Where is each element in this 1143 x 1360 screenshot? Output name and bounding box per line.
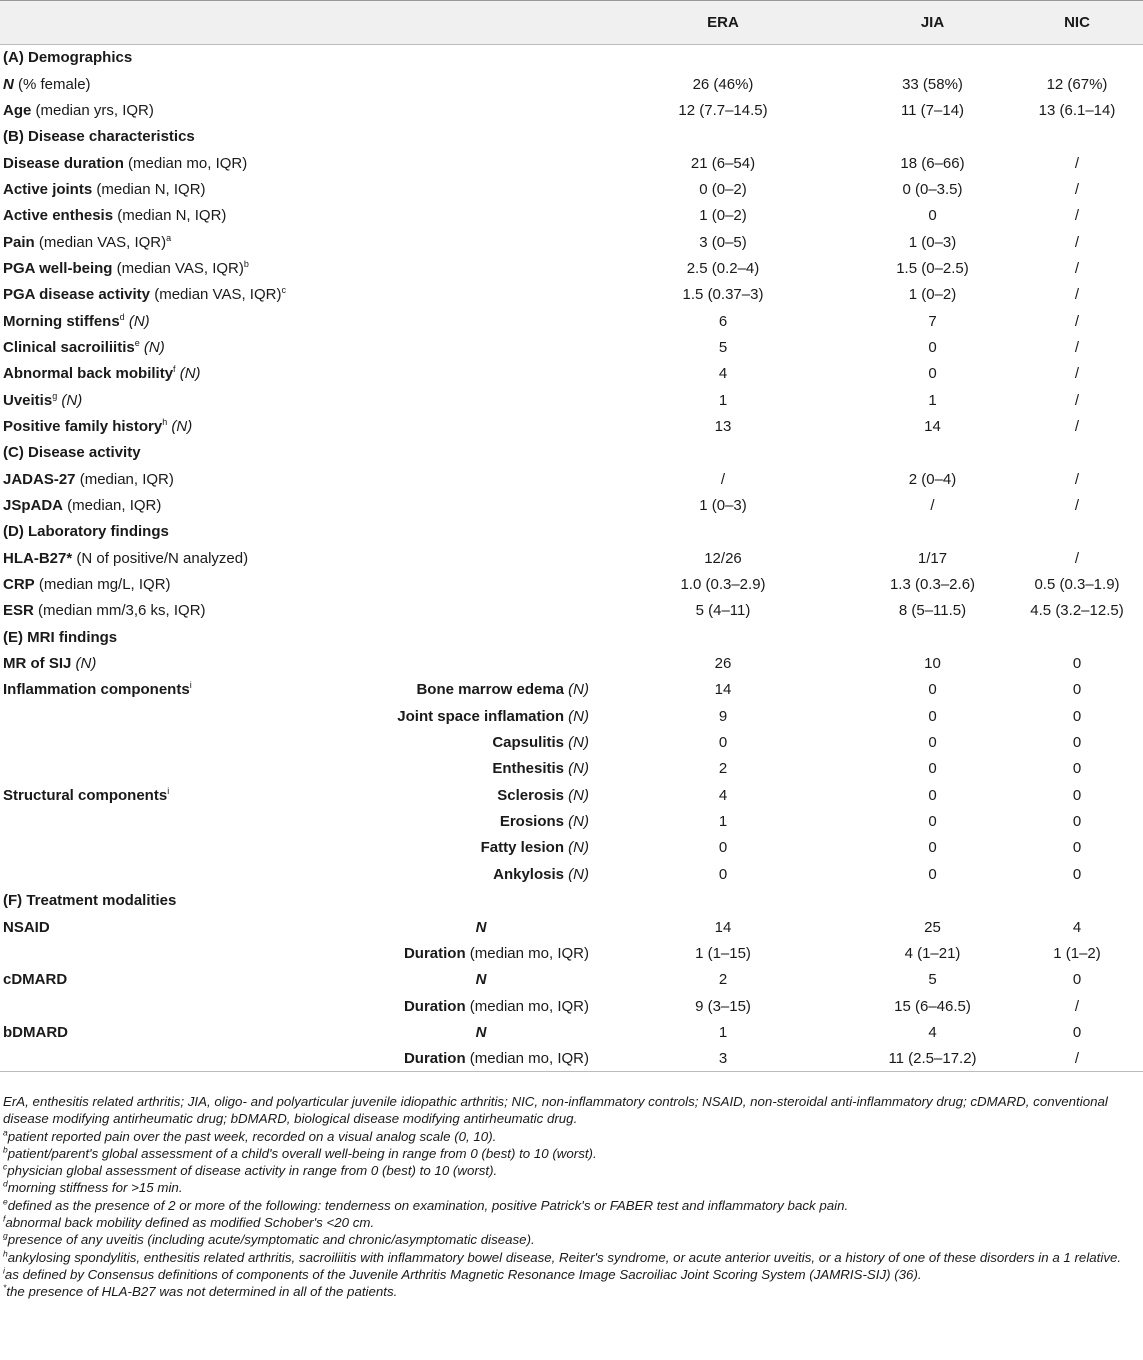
row-label: Morning stiffens$^d$ (N) [3,311,150,330]
row-label: ESR (median mm/3,6 ks, IQR) [3,602,206,620]
section-mri-findings [0,624,1143,650]
cell-nic: / [1074,365,1080,383]
table-row [0,97,1143,123]
cell-jia: 0 [928,365,937,383]
cell-nic: / [1074,470,1080,488]
row-label: Inflammation components$^i$ [3,680,192,699]
sub-label: Enthesitis (N) [492,760,589,778]
table-row [0,71,1143,97]
cell-nic: / [1074,154,1080,172]
table-row [0,229,1143,255]
row-label: Abnormal back mobility$^f$ (N) [3,364,201,383]
sub-label: Duration (median mo, IQR) [403,997,589,1015]
sub-label: Capsulitis (N) [492,734,589,752]
table-row [0,914,1143,940]
table-row [0,545,1143,571]
table-row [0,808,1143,834]
table-row [0,677,1143,703]
empty-cell [0,729,370,755]
row-label: N (% female) [3,75,91,93]
footnote-c: $^c$physician global assessment of disease activity in range from 0 (best) to 10 (worst). [3,1161,498,1179]
sub-label: Duration (median mo, IQR) [403,944,589,962]
cell-jia: 11 (7–14) [900,101,965,119]
cell-jia: 0 [928,786,937,804]
table-row [0,176,1143,202]
cell-era: 4 [718,786,728,804]
cell-nic: 0 [1072,786,1082,804]
abbreviations-note: ErA, enthesitis related arthritis; JIA, oligo- and polyarticular juvenile idiopathic arthritis; NIC, non-inflammatory controls; NSAID, non-steroidal anti-inflammatory drug; cDMARD, conventional disease modifying antirheumatic drug; bDMARD, biological disease modifying antirheumatic drug. [3,1094,1108,1127]
footnote-b: $^b$patient/parent's global assessment of a child's overall well-being in range from 0 (best) to 10 (worst). [3,1144,597,1161]
table-row [0,334,1143,360]
cell-nic: 0.5 (0.3–1.9) [1034,576,1120,594]
table-row [0,835,1143,861]
row-label: Active joints (median N, IQR) [3,180,206,198]
cell-jia: 0 (0–3.5) [902,180,963,198]
row-label: Age (median yrs, IQR) [3,101,154,119]
cell-era: 2.5 (0.2–4) [686,259,760,277]
cell-era: 1 (0–3) [699,497,747,515]
cell-jia: 1.5 (0–2.5) [896,259,969,277]
cell-era: 1 (0–2) [699,207,747,225]
sub-label: Erosions (N) [499,813,589,831]
cell-nic: 0 [1072,971,1082,989]
section-label: (C) Disease activity [3,444,141,462]
table-row [0,466,1143,492]
cell-era: 0 [718,839,728,857]
table-row [0,255,1143,281]
footnote-e: $^e$defined as the presence of 2 or more of the following: tenderness on examination, positive Patrick's or FABER test and inflammatory back pain. [3,1196,849,1213]
header-row [0,1,1143,45]
cell-jia: 0 [928,865,937,883]
section-label: (F) Treatment modalities [3,892,177,910]
table-row [0,150,1143,176]
cell-era: 13 [714,417,732,435]
table-row [0,203,1143,229]
cell-nic: / [1074,180,1080,198]
cell-nic: 0 [1072,865,1082,883]
cell-nic: / [1074,497,1080,515]
cell-jia: 1 (0–2) [908,286,957,304]
table-footnotes [3,1093,1140,1301]
cell-nic: 13 (6.1–14) [1038,101,1116,119]
table-row [0,282,1143,308]
cell-nic: / [1074,549,1080,567]
section-label: (A) Demographics [3,49,133,67]
cell-jia: 1/17 [917,549,948,567]
empty-cell [0,835,370,861]
cell-jia: 0 [928,681,937,699]
cell-jia: 0 [928,839,937,857]
sub-label: N [475,971,487,989]
row-label: JADAS-27 (median, IQR) [3,470,174,488]
footnote-d: $^d$morning stiffness for >15 min. [3,1179,183,1196]
row-label: HLA-B27* (N of positive/N analyzed) [3,549,249,567]
cell-era: 4 [718,365,728,383]
cell-era: 14 [714,681,732,699]
section-label: (B) Disease characteristics [3,128,195,146]
cell-jia: 0 [928,338,937,356]
table-row [0,703,1143,729]
section-disease-characteristics [0,124,1143,150]
cell-nic: / [1074,286,1080,304]
footnote-a: $^a$patient reported pain over the past week, recorded on a visual analog scale (0, 10). [3,1127,497,1144]
cell-era: 0 (0–2) [699,180,747,198]
cell-nic: 0 [1072,839,1082,857]
cell-nic: / [1074,391,1080,409]
row-label: Clinical sacroiliitis$^e$ (N) [3,337,165,356]
cell-jia: 2 (0–4) [908,470,957,488]
sub-label: Fatty lesion (N) [480,839,589,857]
cell-jia: 33 (58%) [902,75,963,93]
empty-cell [0,756,370,782]
sub-label: Sclerosis (N) [497,786,589,804]
cell-jia: 5 [928,971,937,989]
cell-nic: 4.5 (3.2–12.5) [1030,602,1124,620]
row-label: Uveitis$^g$ (N) [3,390,83,409]
sub-label: Duration (median mo, IQR) [370,1046,592,1072]
row-label: Pain (median VAS, IQR)$^a$ [3,232,172,251]
section-label: (E) MRI findings [3,628,118,646]
cell-nic: / [1011,1046,1143,1072]
cell-nic: 4 [1072,918,1082,936]
cell-era: 1 (1–15) [695,944,751,962]
cell-era: 12/26 [704,549,742,567]
col-header-era: ERA [592,1,854,45]
cell-jia: 18 (6–66) [900,154,965,172]
empty-cell [0,940,370,966]
cell-jia: 4 [928,1023,937,1041]
row-label: JSpADA (median, IQR) [3,497,162,515]
col-header-nic: NIC [1011,1,1143,45]
table-row [0,492,1143,518]
cell-nic: / [1074,312,1080,330]
cell-nic: / [1074,233,1080,251]
cell-jia: 8 (5–11.5) [898,602,967,620]
cell-jia: 0 [928,207,937,225]
cell-jia: 1 (0–3) [908,233,957,251]
cell-jia: 25 [924,918,941,936]
table-row [0,361,1143,387]
cell-nic: 0 [1072,681,1082,699]
cell-jia: 4 (1–21) [904,944,961,962]
cell-era: 1 [718,391,728,409]
cell-nic: 12 (67%) [1046,75,1108,93]
cell-era: 1.0 (0.3–2.9) [680,576,766,594]
row-label: MR of SIJ (N) [3,655,97,673]
sub-label: N [475,1023,487,1041]
cell-jia: 0 [928,813,937,831]
cell-jia: 0 [928,734,937,752]
table-row [0,598,1143,624]
cell-era: 6 [718,312,728,330]
section-disease-activity [0,440,1143,466]
cell-jia: 0 [928,707,937,725]
cell-nic: 0 [1072,760,1082,778]
cell-era: 5 (4–11) [695,602,751,620]
row-label: bDMARD [3,1023,68,1041]
sub-label: N [475,918,487,936]
cell-nic: / [1074,997,1080,1015]
table-row [0,1046,1143,1072]
col-header-jia: JIA [854,1,1011,45]
cell-nic: / [1074,207,1080,225]
sub-label: Ankylosis (N) [493,865,589,883]
cell-jia: 10 [924,655,941,673]
table-row [0,729,1143,755]
cell-era: 1 [718,1023,728,1041]
table-row [0,940,1143,966]
empty-cell [0,993,370,1019]
footnote-g: $^g$presence of any uveitis (including acute/symptomatic and chronic/asymptomatic disease). [3,1230,535,1248]
empty-cell [0,808,370,834]
cell-nic: / [1074,417,1080,435]
row-label: Disease duration (median mo, IQR) [3,154,248,172]
cell-jia: / [930,497,935,515]
row-label: PGA disease activity (median VAS, IQR)$^c$ [3,285,286,304]
table-row [0,308,1143,334]
cell-era: 0 [718,734,728,752]
table-row [0,387,1143,413]
row-label: PGA well-being (median VAS, IQR)$^b$ [3,258,249,277]
cell-era: 3 [592,1046,854,1072]
section-label: (D) Laboratory findings [3,523,169,541]
cell-jia: 0 [928,760,937,778]
cell-era: 0 [718,865,728,883]
cell-jia: 14 [924,417,941,435]
empty-cell [0,1046,370,1072]
section-laboratory-findings [0,519,1143,545]
row-label: cDMARD [3,971,68,989]
cell-era: 14 [714,918,732,936]
table-row [0,993,1143,1019]
table-row [0,756,1143,782]
empty-cell [0,703,370,729]
cell-era: 5 [718,338,728,356]
cell-era: 9 (3–15) [695,997,751,1015]
cell-nic: / [1074,259,1080,277]
cell-jia: 1.3 (0.3–2.6) [889,576,976,594]
footnote-star: *the presence of HLA-B27 was not determined in all of the patients. [3,1282,398,1300]
section-demographics [0,45,1143,71]
cell-nic: 0 [1072,1023,1082,1041]
row-label: Active enthesis (median N, IQR) [3,207,227,225]
cell-jia: 11 (2.5–17.2) [854,1046,1011,1072]
cell-nic: 0 [1072,707,1082,725]
cell-era: 26 [714,655,732,673]
cell-era: 12 (7.7–14.5) [678,101,768,119]
cell-era: 2 [718,971,728,989]
section-treatment-modalities [0,888,1143,914]
table-row [0,967,1143,993]
sub-label: Joint space inflamation (N) [397,707,589,725]
cell-era: 21 (6–54) [690,154,756,172]
table-row [0,650,1143,676]
row-label: Structural components$^i$ [3,785,170,804]
row-label: Positive family history$^h$ (N) [3,416,193,435]
cell-nic: 0 [1072,734,1082,752]
cell-nic: 0 [1072,655,1082,673]
cell-era: 26 (46%) [692,75,754,93]
table-row [0,861,1143,887]
cell-era: 9 [718,707,728,725]
footnote-i: $^i$as defined by Consensus definitions of components of the Juvenile Arthritis Magnetic Resonance Image Sacroiliac Joint Scoring System (JAMRIS-SIJ) (36). [3,1265,922,1282]
footnote-h: $^h$ankylosing spondylitis, enthesitis related arthritis, sacroiliitis with inflammatory bowel disease, Reiter's syndrome, or acute anterior uveitis, or a history of one of these disorders in a 1 relative. [3,1248,1122,1265]
cell-nic: 0 [1072,813,1082,831]
empty-cell [0,861,370,887]
sub-label: Bone marrow edema (N) [416,681,589,699]
cell-era: 3 (0–5) [699,233,747,251]
table-row [0,571,1143,597]
cell-era: 1.5 (0.37–3) [682,286,764,304]
row-label: NSAID [3,918,50,936]
cell-jia: 7 [928,312,937,330]
footnote-f: $^f$abnormal back mobility defined as modified Schober's <20 cm. [3,1213,375,1231]
cell-era: 1 [718,813,728,831]
table-row [0,413,1143,439]
cell-nic: / [1074,338,1080,356]
table-row [0,782,1143,808]
row-label: CRP (median mg/L, IQR) [3,576,171,594]
cell-era: / [720,470,726,488]
cell-jia: 15 (6–46.5) [894,997,971,1015]
cell-era: 2 [718,760,728,778]
cell-jia: 1 [928,391,937,409]
table-row [0,1019,1143,1045]
cell-nic: 1 (1–2) [1053,944,1101,962]
